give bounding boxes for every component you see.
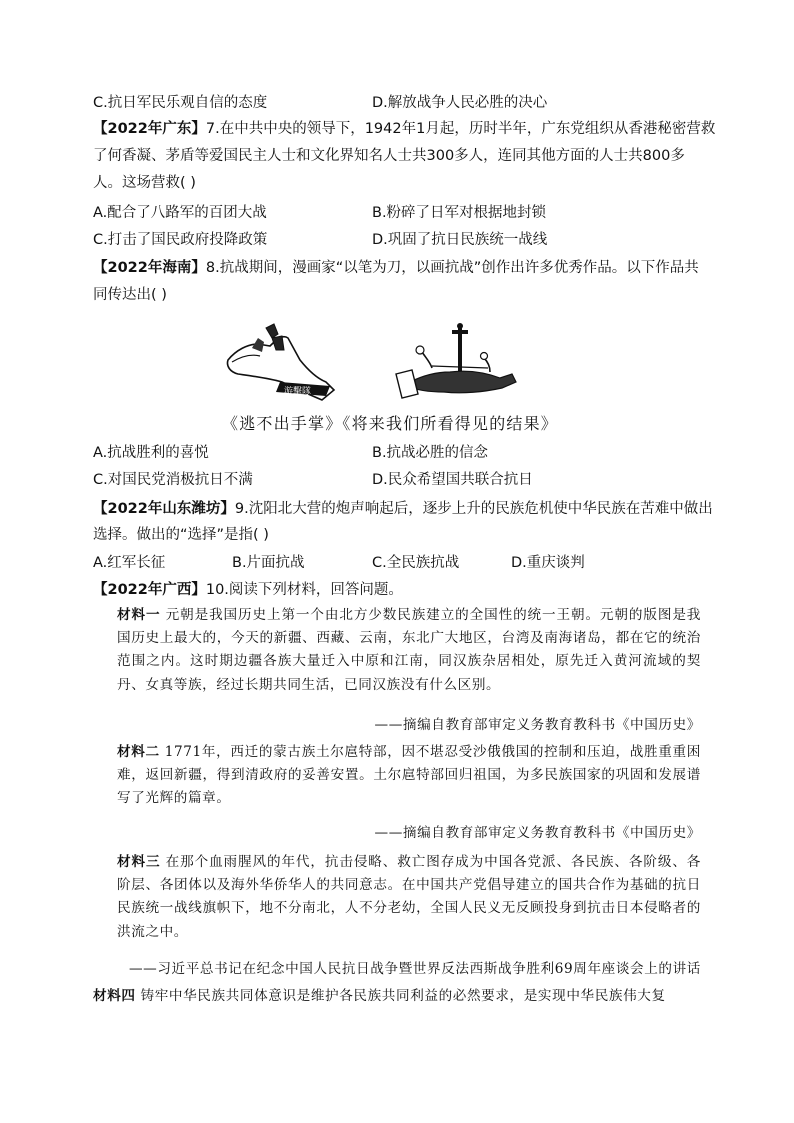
q7-text1: 7.在中共中央的领导下，1942年1月起，历时半年，广东党组织从香港秘密营救 (205, 121, 716, 137)
material-2-label: 材料二 (117, 744, 160, 760)
q7-option-b: B.粉碎了日军对根据地封锁 (372, 205, 547, 221)
q10-text1: 10.阅读下列材料，回答问题。 (205, 582, 403, 598)
q9-option-b: B.片面抗战 (232, 555, 305, 571)
q7-tag: 【2022年广东】 (93, 121, 206, 137)
material-2-source: ——摘编自教育部审定义务教育教科书《中国历史》 (374, 825, 701, 841)
cartoon-label: 游擊隊 (284, 387, 312, 397)
q9-tag: 【2022年山东潍坊】 (93, 501, 235, 517)
material-1-source: ——摘编自教育部审定义务教育教科书《中国历史》 (374, 717, 701, 733)
q8-line2: 同传达出( ) (93, 287, 167, 303)
q8-option-d: D.民众希望国共联合抗日 (372, 472, 533, 488)
q6-option-c: C.抗日军民乐观自信的态度 (93, 95, 268, 111)
q7-option-c: C.打击了国民政府投降政策 (93, 232, 268, 248)
material-4-text: 铸牢中华民族共同体意识是维护各民族共同利益的必然要求，是实现中华民族伟大复 (135, 988, 666, 1004)
q7-line1 (93, 118, 715, 140)
q10-tag: 【2022年广西】 (93, 582, 206, 598)
cartoon-escape-palm-image (222, 320, 340, 402)
material-3-label: 材料三 (117, 854, 161, 870)
material-3-source: ——习近平总书记在纪念中国人民抗日战争暨世界反法西斯战争胜利69周年座谈会上的讲话 (128, 961, 701, 977)
material-4-label: 材料四 (93, 988, 136, 1004)
q7-option-d: D.巩固了抗日民族统一战线 (372, 232, 548, 248)
material-1-label: 材料一 (117, 607, 161, 623)
q8-line1 (93, 257, 699, 279)
material-1-text: 元朝是我国历史上第一个由北方少数民族建立的全国性的统一王朝。元朝的版图是我国历史上最大的，今天的新疆、西藏、云南，东北广大地区，台湾及南海诸岛，都在它的统治范围之内。这时期边疆各族大量迁入中原和江南，同汉族杂居相处，原先迁入黄河流域的契丹、女真等族，经过长期共同生活，已同汉族没有什么区别。 (117, 607, 701, 693)
q8-tag: 【2022年海南】 (93, 260, 206, 276)
q6-option-d: D.解放战争人民必胜的决心 (372, 95, 548, 111)
q9-option-d: D.重庆谈判 (511, 555, 585, 571)
q7-line2: 了何香凝、茅盾等爱国民主人士和文化界知名人士共300多人，连同其他方面的人士共800多 (93, 148, 685, 164)
material-1 (117, 604, 701, 700)
material-3 (117, 851, 701, 947)
material-4 (93, 985, 666, 1007)
q9-option-a: A.红军长征 (93, 555, 166, 571)
q8-option-b: B.抗战必胜的信念 (372, 445, 489, 461)
cartoon-future-result-image (392, 322, 520, 404)
figure-caption: 《逃不出手掌》《将来我们所看得见的结果》 (222, 414, 559, 433)
q8-option-c: C.对国民党消极抗日不满 (93, 472, 253, 488)
q7-option-a: A.配合了八路军的百团大战 (93, 205, 267, 221)
q8-text1: 8.抗战期间，漫画家“以笔为刀，以画抗战”创作出许多优秀作品。以下作品共 (205, 260, 699, 276)
q10-line1 (93, 579, 403, 601)
q7-line3: 人。这场营救( ) (93, 175, 196, 191)
q9-line2: 选择。做出的“选择”是指( ) (93, 527, 269, 543)
material-2-text: 1771年，西迁的蒙古族土尔扈特部，因不堪忍受沙俄俄国的控制和压迫，战胜重重困难，返回新疆，得到清政府的妥善安置。土尔扈特部回归祖国，为多民族国家的巩固和发展谱写了光辉的篇章。 (117, 744, 701, 807)
q9-line1 (93, 498, 713, 520)
material-3-text: 在那个血雨腥风的年代，抗击侵略、救亡图存成为中国各党派、各民族、各阶级、各阶层、各团体以及海外华侨华人的共同意志。在中国共产党倡导建立的国共合作为基础的抗日民族统一战线旗帜下，地不分南北，人不分老幼，全国人民义无反顾投身到抗击日本侵略者的洪流之中。 (117, 854, 701, 940)
q9-option-c: C.全民族抗战 (372, 555, 460, 571)
q8-option-a: A.抗战胜利的喜悦 (93, 445, 209, 461)
material-2 (117, 741, 701, 813)
q9-text1: 9.沈阳北大营的炮声响起后，逐步上升的民族危机使中华民族在苦难中做出 (234, 501, 713, 517)
